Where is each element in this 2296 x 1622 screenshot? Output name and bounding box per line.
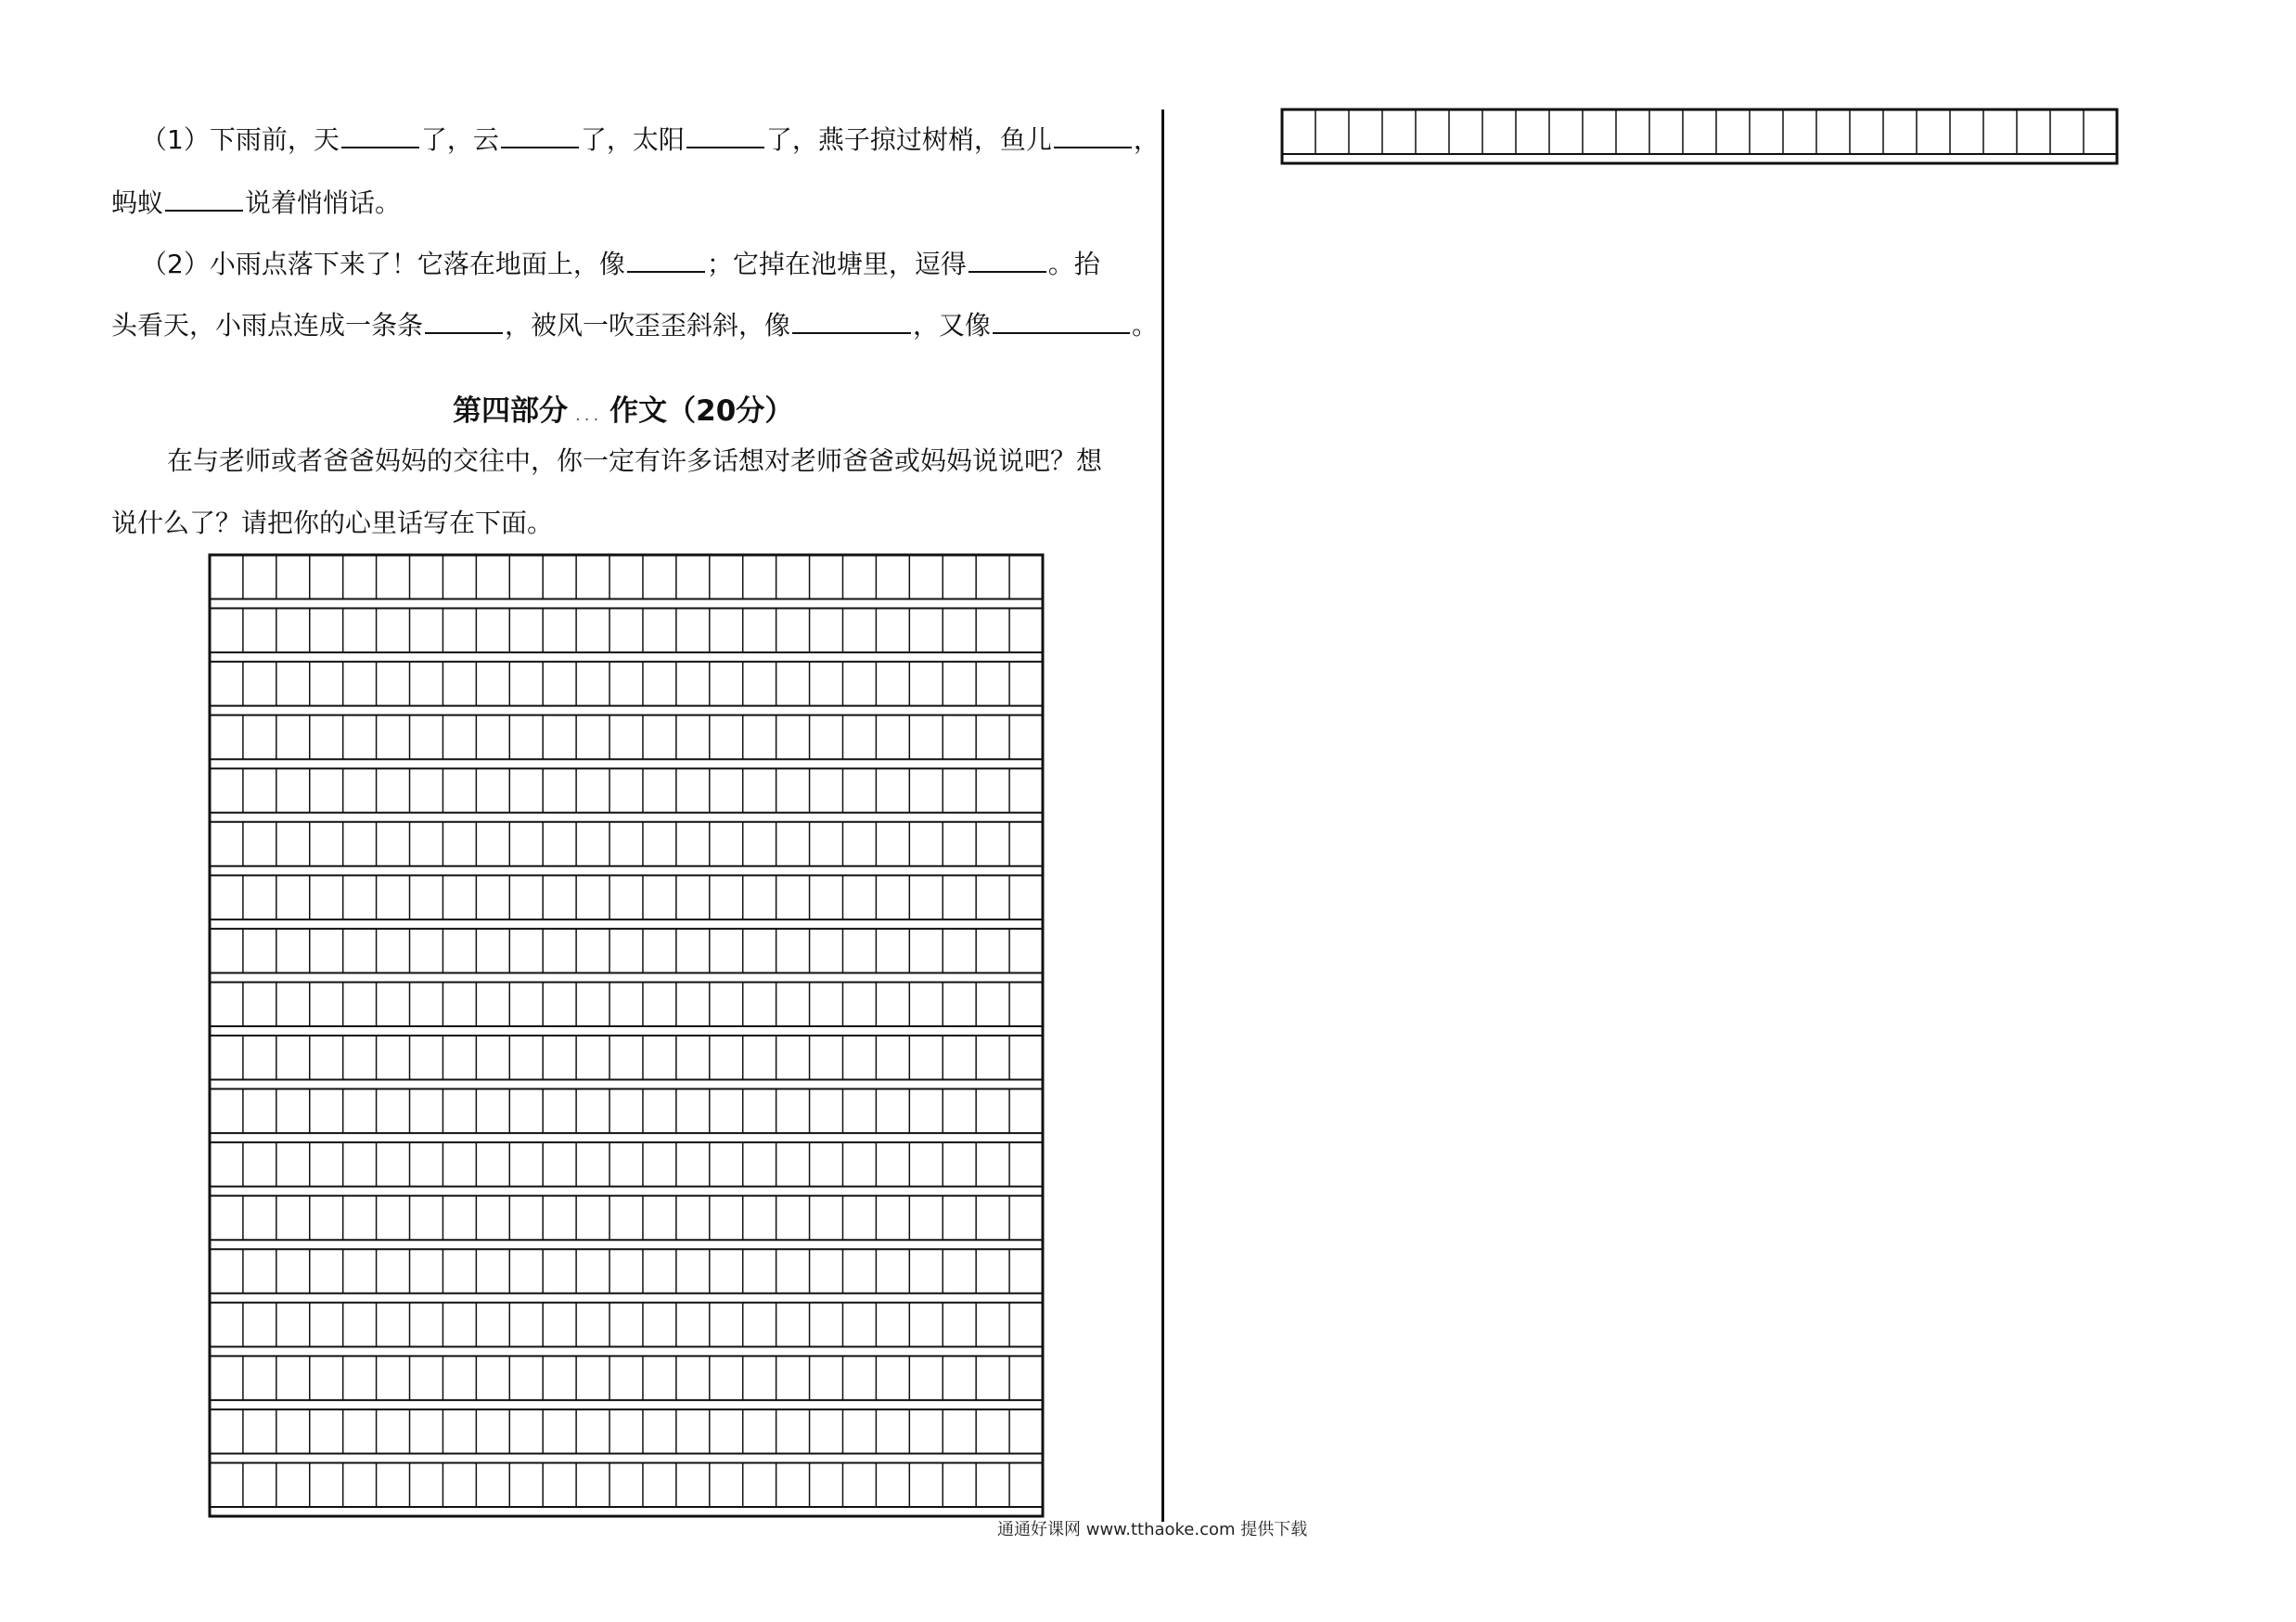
q1-text-3: 了，太阳: [580, 124, 685, 155]
q1-text-2: 了，云: [420, 124, 499, 155]
page-divider: [1161, 109, 1164, 1522]
q1-text-4: 了，燕子掠过树梢，鱼儿: [765, 124, 1052, 155]
footer-source: 通通好课网 www.tthaoke.com 提供下载: [997, 1520, 1308, 1539]
q1-text-6: 蚂蚁: [111, 187, 164, 218]
right-grid-border: [1282, 109, 2117, 163]
q2-text-2: ；它掉在池塘里，逗得: [706, 249, 967, 279]
q2-text-3: 。抬: [1047, 249, 1100, 279]
q1-text-1: （1）下雨前，天: [141, 124, 340, 155]
q2-text-4: 头看天，小雨点连成一条条: [111, 310, 424, 341]
q2-text-7: 。: [1132, 310, 1159, 341]
q2-text-5: ，被风一吹歪歪斜斜，像: [505, 310, 791, 341]
essay-prompt-line1: 在与老师或者爸爸妈妈的交往中，你一定有许多话想对老师爸爸或妈妈说说吧？想: [167, 445, 1103, 476]
heading-dots: ...: [575, 406, 603, 425]
q2-text-1: （2）小雨点落下来了！它落在地面上，像: [141, 249, 625, 279]
q1-text-7: 说着悄悄话。: [245, 187, 402, 218]
section-subtitle: 作文（20分）: [609, 394, 794, 428]
q1-text-5: ，: [1133, 124, 1160, 155]
section-title: 第四部分: [453, 394, 568, 428]
essay-prompt-line2: 说什么了？请把你的心里话写在下面。: [111, 508, 554, 538]
q2-text-6: ，又像: [913, 310, 992, 341]
